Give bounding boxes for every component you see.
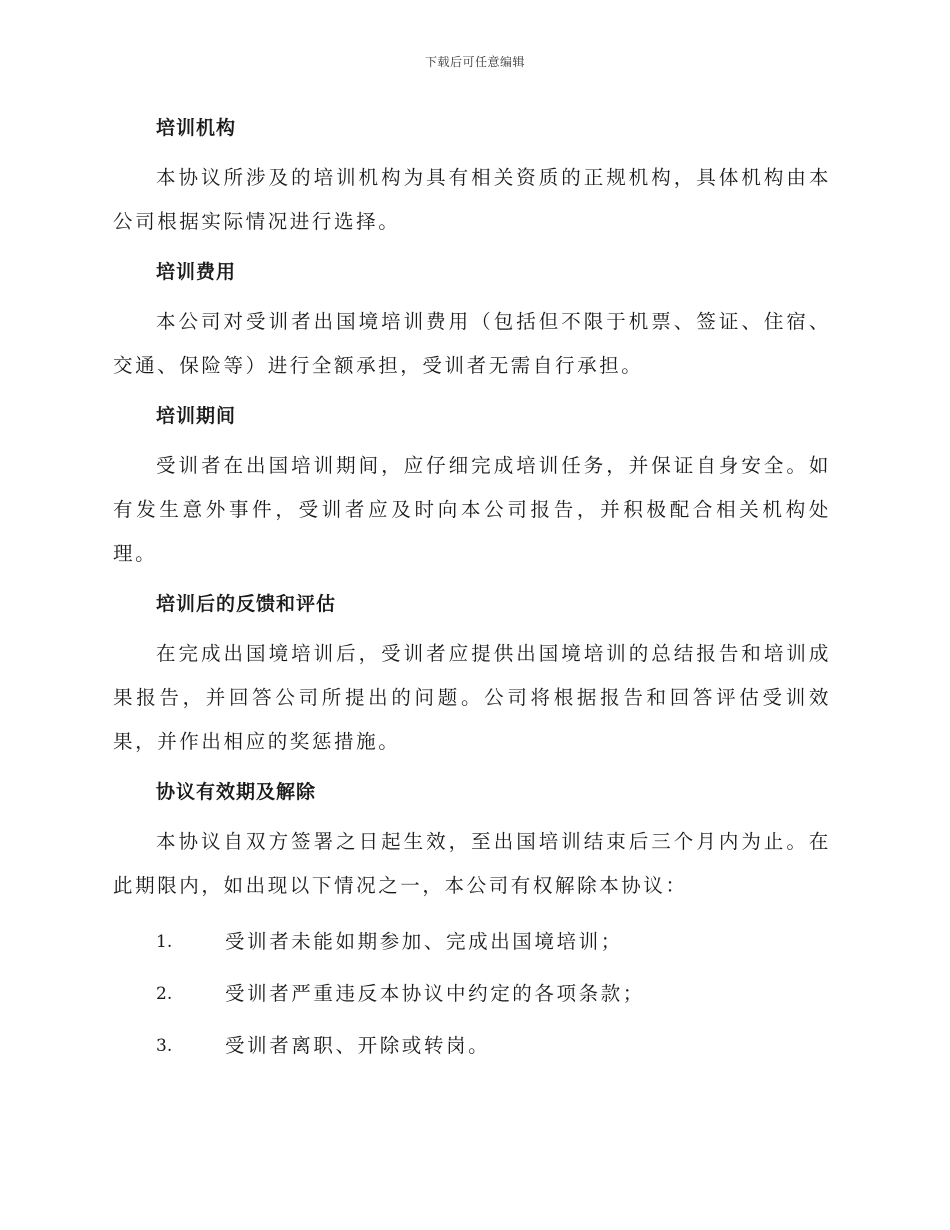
- list-item: [113, 916, 831, 968]
- list-item: [113, 968, 831, 1020]
- section-heading-training-fees: 培训费用: [156, 261, 237, 283]
- list-item-text: 受训者未能如期参加、完成出国境培训；: [225, 930, 623, 953]
- list-item-text: 受训者严重违反本协议中约定的各项条款；: [225, 982, 645, 1005]
- list-item-number: 2.: [156, 984, 173, 1004]
- document-body: [113, 108, 831, 1072]
- section-paragraph-training-institution: 本协议所涉及的培训机构为具有相关资质的正规机构，具体机构由本公司根据实际情况进行选择。: [113, 166, 831, 233]
- section-heading-validity-termination: 协议有效期及解除: [156, 781, 317, 803]
- termination-conditions-list: [113, 916, 831, 1072]
- section-paragraph-training-period: 受训者在出国培训期间，应仔细完成培训任务，并保证自身安全。如有发生意外事件，受训者应及时向本公司报告，并积极配合相关机构处理。: [113, 454, 831, 565]
- section-paragraph-training-fees: 本公司对受训者出国境培训费用（包括但不限于机票、签证、住宿、交通、保险等）进行全额承担，受训者无需自行承担。: [113, 310, 831, 377]
- section-heading-training-period: 培训期间: [156, 405, 237, 427]
- header-note: 下载后可任意编辑: [424, 55, 525, 69]
- section-heading-feedback-evaluation: 培训后的反馈和评估: [156, 593, 337, 615]
- section-heading-training-institution: 培训机构: [156, 117, 237, 139]
- list-item-number: 1.: [156, 932, 173, 952]
- section-paragraph-validity-termination: 本协议自双方签署之日起生效，至出国培训结束后三个月内为止。在此期限内，如出现以下情况之一，本公司有权解除本协议：: [113, 830, 831, 897]
- list-item: [113, 1020, 831, 1072]
- list-item-number: 3.: [156, 1036, 173, 1056]
- section-paragraph-feedback-evaluation: 在完成出国境培训后，受训者应提供出国境培训的总结报告和培训成果报告，并回答公司所提出的问题。公司将根据报告和回答评估受训效果，并作出相应的奖惩措施。: [113, 642, 831, 753]
- list-item-text: 受训者离职、开除或转岗。: [225, 1034, 491, 1057]
